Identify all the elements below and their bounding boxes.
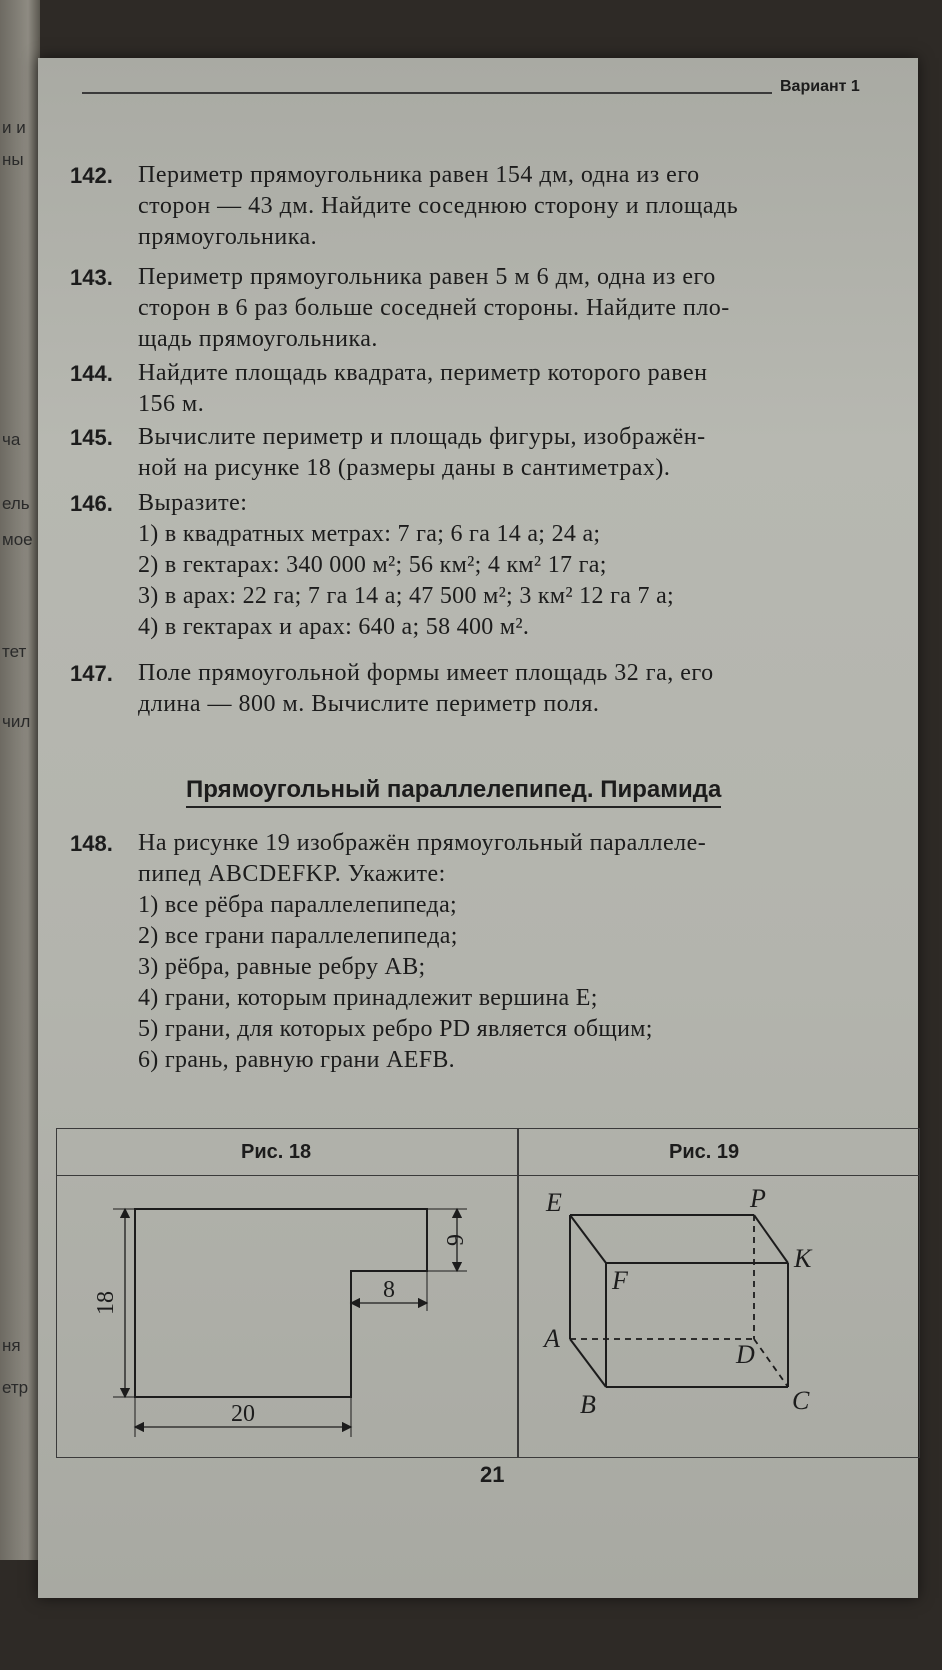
vertex-label-e: E bbox=[546, 1188, 562, 1217]
problem-line: Выразите: bbox=[138, 490, 248, 516]
margin-fragment: тет bbox=[2, 642, 27, 661]
fig19-diagram bbox=[518, 1175, 918, 1457]
problem-number: 146. bbox=[70, 491, 113, 516]
problem-number: 145. bbox=[70, 425, 113, 450]
problem-143 bbox=[70, 262, 870, 355]
problem-line: Вычислите периметр и площадь фигуры, изображён- bbox=[138, 424, 706, 450]
problem-142 bbox=[70, 160, 870, 253]
problem-line: ной на рисунке 18 (размеры даны в сантиметрах). bbox=[138, 455, 671, 481]
margin-fragment: и и bbox=[2, 118, 26, 137]
problem-number: 142. bbox=[70, 163, 113, 188]
problem-number: 148. bbox=[70, 831, 113, 856]
problem-line: Найдите площадь квадрата, периметр которого равен bbox=[138, 360, 708, 386]
margin-fragment: етр bbox=[2, 1378, 29, 1397]
problem-subitem: 2) в гектарах: 340 000 м²; 56 км²; 4 км² 17 га; bbox=[138, 552, 607, 578]
problem-line: 156 м. bbox=[138, 391, 205, 417]
problem-number: 144. bbox=[70, 361, 113, 386]
problem-line: На рисунке 19 изображён прямоугольный параллеле- bbox=[138, 830, 707, 856]
problem-144 bbox=[70, 358, 870, 420]
vertex-label-d: D bbox=[736, 1340, 755, 1369]
problem-line: Периметр прямоугольника равен 5 м 6 дм, одна из его bbox=[138, 264, 716, 290]
margin-fragment: ча bbox=[2, 430, 21, 449]
problem-subitem: 3) рёбра, равные ребру AB; bbox=[138, 954, 426, 980]
problem-145 bbox=[70, 422, 870, 484]
fig19-caption: Рис. 19 bbox=[669, 1141, 740, 1163]
figures-header bbox=[57, 1129, 919, 1176]
problem-line: Поле прямоугольной формы имеет площадь 32 га, его bbox=[138, 660, 714, 686]
vertex-label-b: B bbox=[580, 1390, 596, 1419]
problem-line: сторон в 6 раз больше соседней стороны. Найдите пло- bbox=[138, 295, 730, 321]
margin-fragment: чил bbox=[2, 712, 31, 731]
page-number: 21 bbox=[480, 1462, 505, 1487]
problem-line: длина — 800 м. Вычислите периметр поля. bbox=[138, 691, 600, 717]
problem-line: прямоугольника. bbox=[138, 224, 318, 250]
problem-subitem: 5) грани, для которых ребро PD является общим; bbox=[138, 1016, 653, 1042]
problem-subitem: 1) в квадратных метрах: 7 га; 6 га 14 а; 24 а; bbox=[138, 521, 601, 547]
figures-table bbox=[56, 1128, 920, 1458]
section-title: Прямоугольный параллелепипед. Пирамида bbox=[186, 776, 721, 808]
problem-number: 143. bbox=[70, 265, 113, 290]
problem-line: щадь прямоугольника. bbox=[138, 326, 378, 352]
vertex-label-p: P bbox=[750, 1184, 766, 1213]
problem-subitem: 4) в гектарах и арах: 640 а; 58 400 м². bbox=[138, 614, 530, 640]
variant-label: Вариант 1 bbox=[780, 78, 860, 95]
problem-line: пипед ABCDEFKP. Укажите: bbox=[138, 861, 446, 887]
problem-subitem: 6) грань, равную грани AEFB. bbox=[138, 1047, 455, 1073]
fig18-label-notch-width: 8 bbox=[383, 1277, 395, 1303]
header-rule bbox=[82, 92, 772, 94]
margin-fragment: ня bbox=[2, 1336, 21, 1355]
fig18-label-height: 18 bbox=[93, 1291, 119, 1315]
vertex-label-a: A bbox=[544, 1324, 560, 1353]
problem-subitem: 4) грани, которым принадлежит вершина E; bbox=[138, 985, 598, 1011]
fig18-caption: Рис. 18 bbox=[241, 1141, 312, 1163]
fig18-label-width: 20 bbox=[231, 1401, 255, 1427]
problem-subitem: 2) все грани параллелепипеда; bbox=[138, 923, 458, 949]
vertex-label-f: F bbox=[612, 1266, 628, 1295]
vertex-label-c: C bbox=[792, 1386, 810, 1415]
problem-line: сторон — 43 дм. Найдите соседнюю сторону и площадь bbox=[138, 193, 739, 219]
vertex-label-k: K bbox=[794, 1244, 812, 1273]
margin-fragment: мое bbox=[2, 530, 33, 549]
problem-subitem: 3) в арах: 22 га; 7 га 14 а; 47 500 м²; 3 км² 12 га 7 а; bbox=[138, 583, 674, 609]
fig18-label-notch-height: 6 bbox=[441, 1234, 467, 1246]
margin-fragment: ель bbox=[2, 494, 30, 513]
fig18-diagram bbox=[57, 1175, 517, 1457]
problem-line: Периметр прямоугольника равен 154 дм, одна из его bbox=[138, 162, 700, 188]
problem-146 bbox=[70, 488, 870, 643]
left-page-edge bbox=[0, 0, 40, 1560]
problem-147 bbox=[70, 658, 870, 720]
problem-subitem: 1) все рёбра параллелепипеда; bbox=[138, 892, 457, 918]
problem-148 bbox=[70, 828, 870, 1076]
margin-fragment: ны bbox=[2, 150, 24, 169]
problem-number: 147. bbox=[70, 661, 113, 686]
